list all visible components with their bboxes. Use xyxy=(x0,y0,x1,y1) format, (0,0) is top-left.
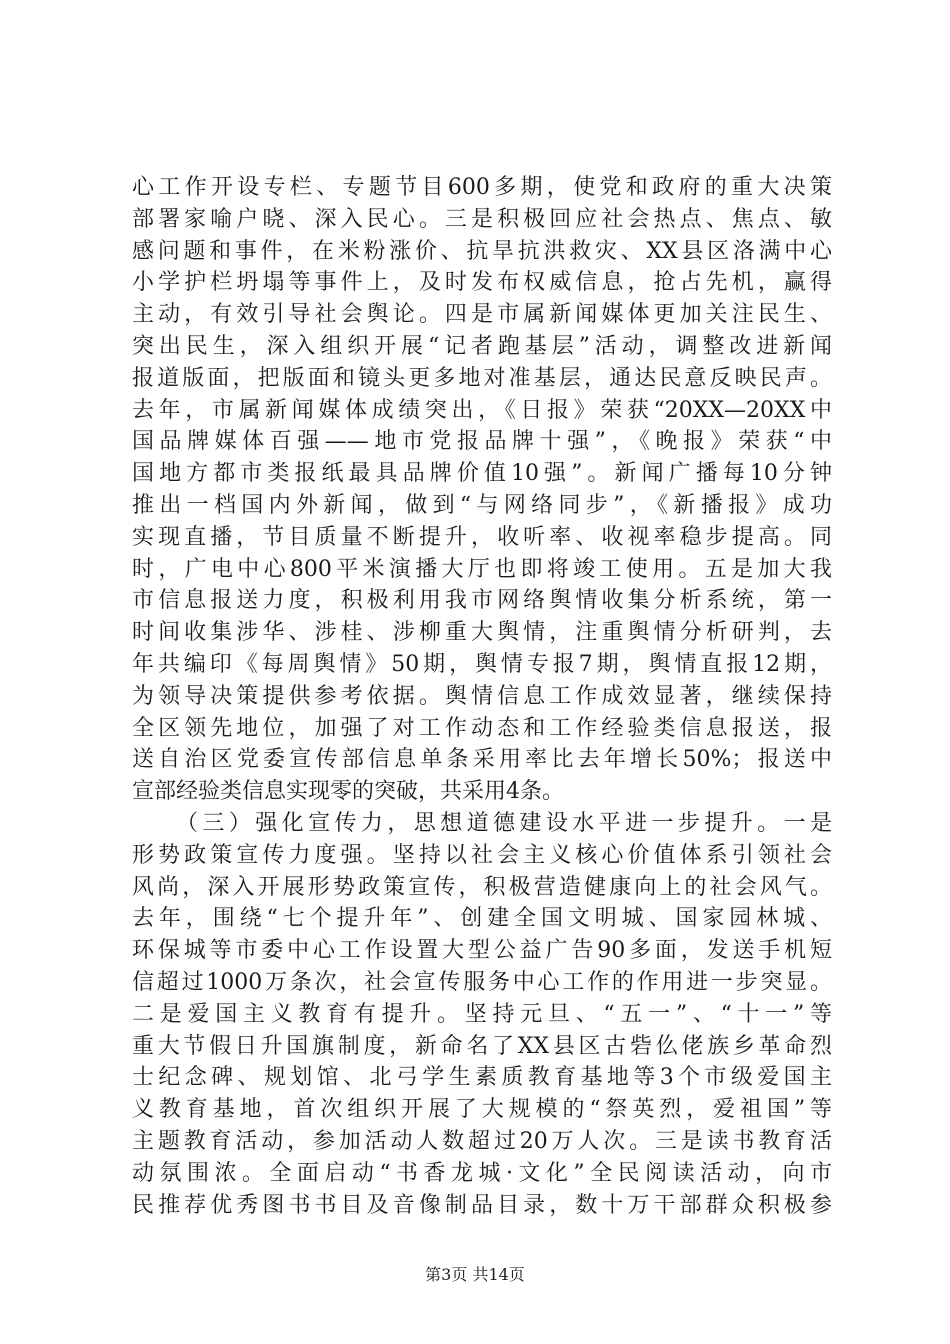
text-line: 小学护栏坍塌等事件上，及时发布权威信息，抢占先机，赢得 xyxy=(132,270,832,296)
text-line: 主动，有效引导社会舆论。四是市属新闻媒体更加关注民生、 xyxy=(132,302,832,328)
text-line: 民推荐优秀图书书目及音像制品目录，数十万干部群众积极参 xyxy=(132,1192,832,1218)
paragraph-heading-line: （三）强化宣传力，思想道德建设水平进一步提升。一是 xyxy=(176,810,832,836)
text-line: 环保城等市委中心工作设置大型公益广告90多面，发送手机短 xyxy=(132,938,832,964)
text-line: 二是爱国主义教育有提升。坚持元旦、“五一”、“十一”等 xyxy=(132,1001,832,1027)
text-line: 实现直播，节目质量不断提升，收听率、收视率稳步提高。同 xyxy=(132,524,832,550)
text-line: 形势政策宣传力度强。坚持以社会主义核心价值体系引领社会 xyxy=(132,842,832,868)
text-line: 去年，市属新闻媒体成绩突出，《日报》荣获“20XX—20XX中 xyxy=(132,397,832,423)
text-line: 年共编印《每周舆情》50期，舆情专报7期，舆情直报12期， xyxy=(132,651,832,677)
text-line: 推出一档国内外新闻，做到“与网络同步”，《新播报》成功 xyxy=(132,492,832,518)
text-line: 国地方都市类报纸最具品牌价值10强”。新闻广播每10分钟 xyxy=(132,461,832,487)
text-line: 送自治区党委宣传部信息单条采用率比去年增长50%；报送中 xyxy=(132,747,832,773)
text-line: 市信息报送力度，积极利用我市网络舆情收集分析系统，第一 xyxy=(132,588,832,614)
text-line: 风尚，深入开展形势政策宣传，积极营造健康向上的社会风气。 xyxy=(132,874,832,900)
text-line: 去年，围绕“七个提升年”、创建全国文明城、国家园林城、 xyxy=(132,906,832,932)
text-line: 义教育基地，首次组织开展了大规模的“祭英烈，爱祖国”等 xyxy=(132,1097,832,1123)
text-line: 信超过1000万条次，社会宣传服务中心工作的作用进一步突显。 xyxy=(132,969,832,995)
body-text xyxy=(132,172,832,1221)
text-line: 全区领先地位，加强了对工作动态和工作经验类信息报送，报 xyxy=(132,715,832,741)
text-line: 感问题和事件，在米粉涨价、抗旱抗洪救灾、XX县区洛满中心 xyxy=(132,238,832,264)
text-line: 士纪念碑、规划馆、北弓学生素质教育基地等3个市级爱国主 xyxy=(132,1065,832,1091)
text-line: 重大节假日升国旗制度，新命名了XX县区古砦仫佬族乡革命烈 xyxy=(132,1033,832,1059)
text-line: 部署家喻户晓、深入民心。三是积极回应社会热点、焦点、敏 xyxy=(132,206,832,232)
page-number-footer: 第3页 共14页 xyxy=(425,1265,525,1284)
text-line: 报道版面，把版面和镜头更多地对准基层，通达民意反映民声。 xyxy=(132,365,832,391)
text-line: 动氛围浓。全面启动“书香龙城·文化”全民阅读活动，向市 xyxy=(132,1160,832,1186)
text-line: 主题教育活动，参加活动人数超过20万人次。三是读书教育活 xyxy=(132,1128,832,1154)
text-line: 时，广电中心800平米演播大厅也即将竣工使用。五是加大我 xyxy=(132,556,832,582)
text-line: 国品牌媒体百强——地市党报品牌十强”，《晚报》荣获“中 xyxy=(132,429,832,455)
text-line: 宣部经验类信息实现零的突破，共采用4条。 xyxy=(132,779,564,805)
text-line: 突出民生，深入组织开展“记者跑基层”活动，调整改进新闻 xyxy=(132,333,832,359)
text-line: 心工作开设专栏、专题节目600多期，使党和政府的重大决策 xyxy=(132,175,832,200)
text-line: 时间收集涉华、涉桂、涉柳重大舆情，注重舆情分析研判，去 xyxy=(132,620,832,646)
text-line: 为领导决策提供参考依据。舆情信息工作成效显著，继续保持 xyxy=(132,683,832,709)
